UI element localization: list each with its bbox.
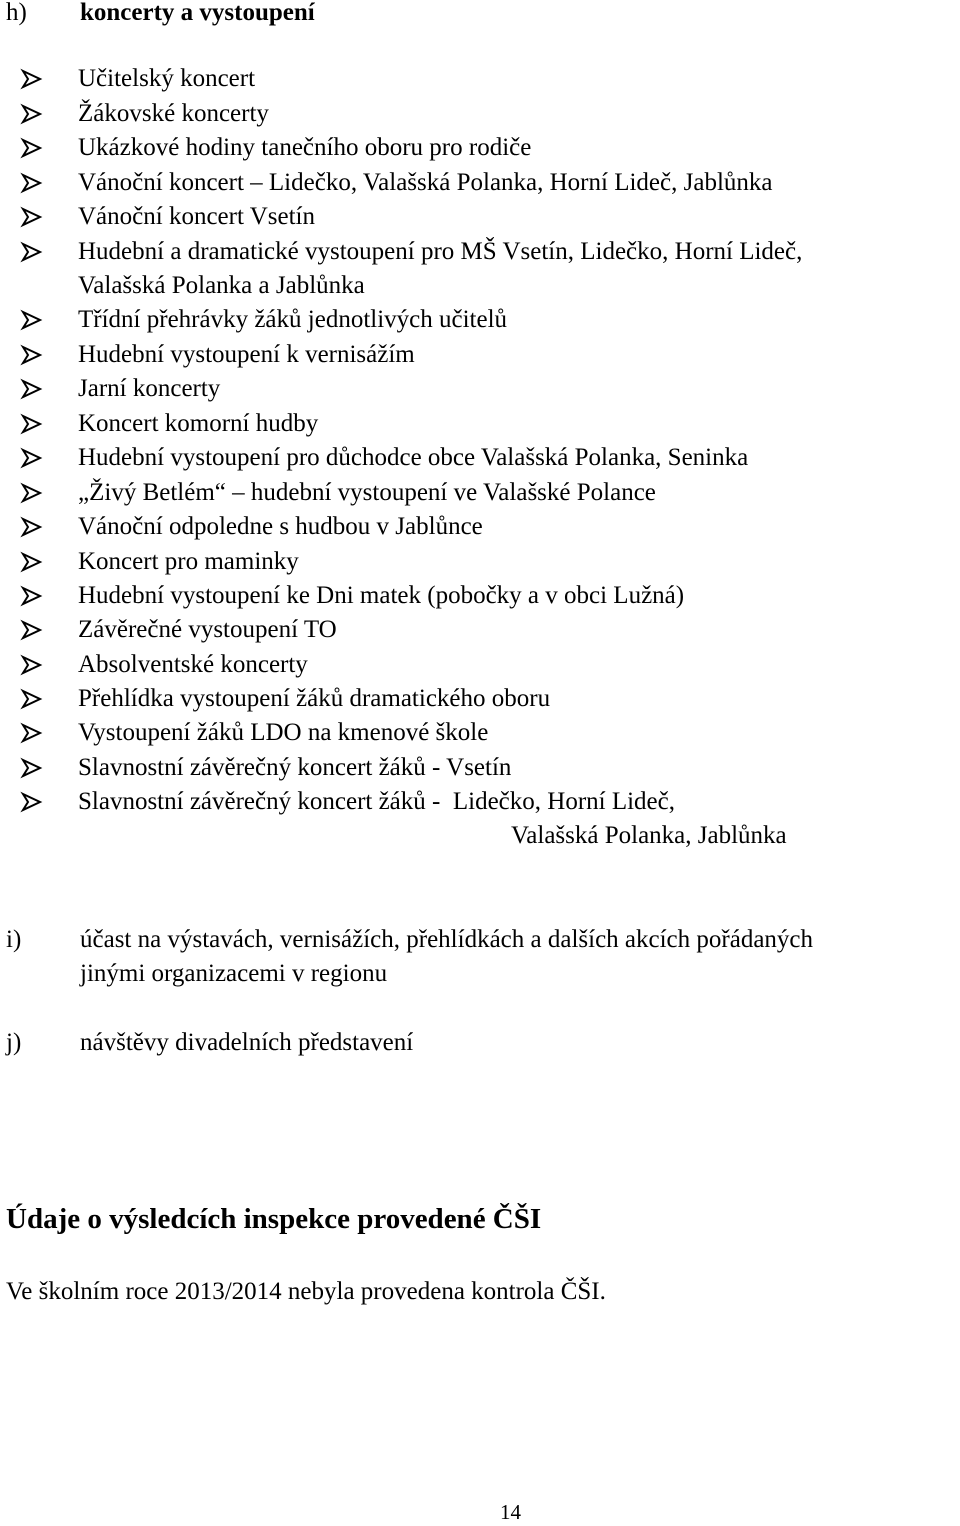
arrowhead-bullet-icon	[20, 133, 44, 163]
list-item-continuation: Valašská Polanka a Jablůnka	[78, 272, 365, 299]
arrowhead-bullet-icon	[20, 168, 44, 198]
inspection-text: Ve školním roce 2013/2014 nebyla provedena kontrola ČŠI.	[6, 1278, 606, 1305]
inspection-heading: Údaje o výsledcích inspekce provedené ČŠI	[6, 1203, 542, 1235]
arrowhead-bullet-icon	[20, 409, 44, 439]
list-item-label: Učitelský koncert	[78, 65, 256, 92]
arrowhead-bullet-icon	[20, 237, 44, 267]
list-item-label: Slavnostní závěrečný koncert žáků - Lidečko, Horní Lideč,	[78, 788, 675, 815]
arrowhead-bullet-icon	[20, 684, 44, 714]
list-item-label: Závěrečné vystoupení TO	[78, 616, 337, 643]
list-item-label: Třídní přehrávky žáků jednotlivých učitelů	[78, 306, 508, 333]
list-item-label: Hudební vystoupení ke Dni matek (pobočky a v obci Lužná)	[78, 582, 685, 609]
arrowhead-bullet-icon	[20, 443, 44, 473]
page-number: 14	[500, 1500, 521, 1524]
section-h-title: koncerty a vystoupení	[80, 0, 315, 26]
arrowhead-bullet-icon	[20, 787, 44, 817]
section-i-line-2: jinými organizacemi v regionu	[80, 960, 388, 987]
list-item-label: Vystoupení žáků LDO na kmenové škole	[78, 719, 489, 746]
list-item-label: „Živý Betlém“ – hudební vystoupení ve Valašské Polance	[78, 479, 656, 506]
list-item-label: Koncert pro maminky	[78, 548, 299, 575]
list-item-label: Vánoční koncert Vsetín	[78, 203, 315, 230]
arrowhead-bullet-icon	[20, 615, 44, 645]
list-item-label: Hudební a dramatické vystoupení pro MŠ Vsetín, Lidečko, Horní Lideč,	[78, 238, 803, 265]
list-item-label: Vánoční odpoledne s hudbou v Jablůnce	[78, 513, 483, 540]
arrowhead-bullet-icon	[20, 512, 44, 542]
arrowhead-bullet-icon	[20, 305, 44, 335]
list-item-label: Ukázkové hodiny tanečního oboru pro rodiče	[78, 134, 532, 161]
list-item-label: Vánoční koncert – Lidečko, Valašská Polanka, Horní Lideč, Jablůnka	[78, 169, 773, 196]
list-item-label: Koncert komorní hudby	[78, 410, 319, 437]
arrowhead-bullet-icon	[20, 99, 44, 129]
section-h-letter: h)	[6, 0, 27, 26]
list-item-label: Jarní koncerty	[78, 375, 221, 402]
arrowhead-bullet-icon	[20, 650, 44, 680]
section-i-line-1: účast na výstavách, vernisážích, přehlídkách a dalších akcích pořádaných	[80, 926, 814, 953]
arrowhead-bullet-icon	[20, 753, 44, 783]
arrowhead-bullet-icon	[20, 718, 44, 748]
list-item-label: Žákovské koncerty	[78, 100, 269, 127]
section-i-letter: i)	[6, 926, 22, 953]
arrowhead-bullet-icon	[20, 64, 44, 94]
list-item-label: Absolventské koncerty	[78, 651, 308, 678]
list-item-label: Přehlídka vystoupení žáků dramatického oboru	[78, 685, 551, 712]
list-item-continuation: Valašská Polanka, Jablůnka	[511, 822, 787, 849]
section-j-letter: j)	[6, 1029, 22, 1056]
arrowhead-bullet-icon	[20, 581, 44, 611]
arrowhead-bullet-icon	[20, 202, 44, 232]
arrowhead-bullet-icon	[20, 340, 44, 370]
list-item-label: Slavnostní závěrečný koncert žáků - Vsetín	[78, 754, 512, 781]
arrowhead-bullet-icon	[20, 374, 44, 404]
list-item-label: Hudební vystoupení k vernisážím	[78, 341, 415, 368]
list-item-label: Hudební vystoupení pro důchodce obce Valašská Polanka, Seninka	[78, 444, 749, 471]
section-j-text: návštěvy divadelních představení	[80, 1029, 414, 1056]
arrowhead-bullet-icon	[20, 478, 44, 508]
arrowhead-bullet-icon	[20, 547, 44, 577]
